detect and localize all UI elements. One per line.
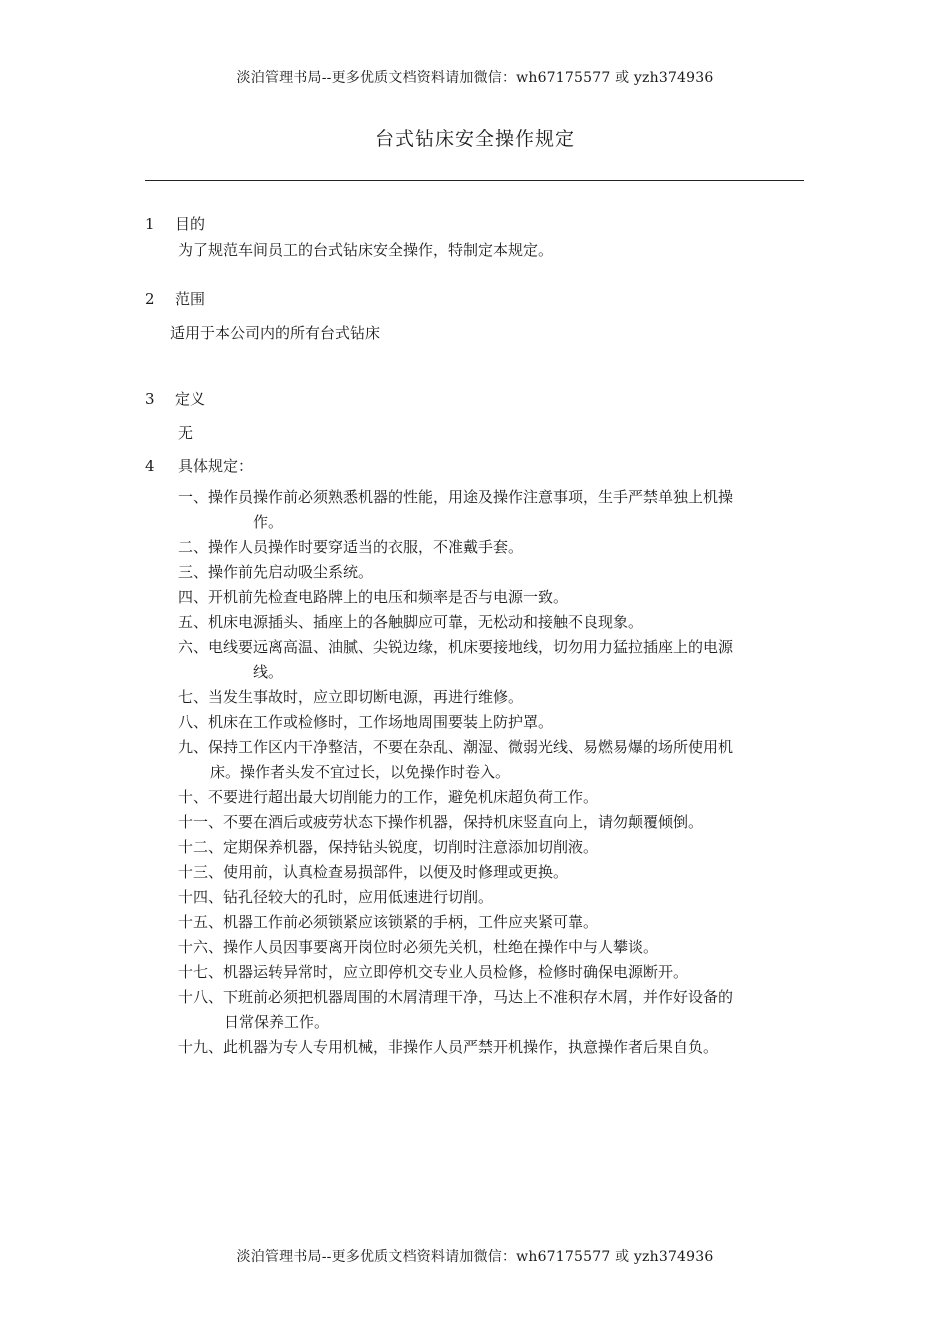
- list-item: [178, 985, 806, 1035]
- item-text: 操作员操作前必须熟悉机器的性能，用途及操作注意事项，生手严禁单独上机操: [208, 488, 734, 506]
- document-title: 台式钻床安全操作规定: [374, 128, 575, 150]
- item-text: 操作人员因事要离开岗位时必须先关机，杜绝在操作中与人攀谈。: [223, 938, 659, 956]
- list-item: [178, 960, 806, 985]
- item-label: 二、: [178, 538, 209, 556]
- item-label: 十一、: [178, 813, 224, 831]
- item-text: 当发生事故时，应立即切断电源，再进行维修。: [208, 688, 524, 706]
- section-title: 定义: [175, 390, 206, 408]
- item-label: 十七、: [178, 963, 224, 981]
- section-1-heading: [145, 213, 205, 234]
- rules-list: [178, 485, 806, 1060]
- section-3-text: 无: [178, 424, 194, 442]
- item-text: 保持工作区内干净整洁，不要在杂乱、潮湿、微弱光线、易燃易爆的场所使用机: [208, 738, 734, 756]
- item-label: 十三、: [178, 863, 224, 881]
- section-title: 目的: [175, 215, 206, 233]
- list-item: [178, 735, 806, 785]
- item-label: 十八、: [178, 988, 224, 1006]
- item-text: 不要在酒后或疲劳状态下操作机器，保持机床竖直向上，请勿颠覆倾倒。: [223, 813, 704, 831]
- section-title: 范围: [175, 290, 206, 308]
- item-text: 开机前先检查电路牌上的电压和频率是否与电源一致。: [208, 588, 569, 606]
- list-item: [178, 585, 806, 610]
- item-text: 机器工作前必须锁紧应该锁紧的手柄，工件应夹紧可靠。: [223, 913, 599, 931]
- section-number: 4: [145, 457, 155, 475]
- item-text: 钻孔径较大的孔时，应用低速进行切削。: [223, 888, 494, 906]
- item-label: 八、: [178, 713, 209, 731]
- item-text: 电线要远离高温、油腻、尖锐边缘，机床要接地线，切勿用力猛拉插座上的电源: [208, 638, 734, 656]
- item-text: 此机器为专人专用机械，非操作人员严禁开机操作，执意操作者后果自负。: [223, 1038, 719, 1056]
- item-text: 不要进行超出最大切削能力的工作，避免机床超负荷工作。: [208, 788, 599, 806]
- list-item: [178, 535, 806, 560]
- section-number: 3: [145, 390, 155, 408]
- item-text: 下班前必须把机器周围的木屑清理干净，马达上不准积存木屑，并作好设备的: [223, 988, 734, 1006]
- section-number: 1: [145, 215, 155, 233]
- item-label: 十二、: [178, 838, 224, 856]
- list-item: [178, 910, 806, 935]
- section-2-text: 适用于本公司内的所有台式钻床: [170, 324, 381, 342]
- list-item: [178, 885, 806, 910]
- list-item: [178, 835, 806, 860]
- list-item: [178, 860, 806, 885]
- item-label: 十四、: [178, 888, 224, 906]
- section-2-heading: [145, 288, 205, 309]
- list-item: [178, 785, 806, 810]
- section-number: 2: [145, 290, 155, 308]
- item-label: 六、: [178, 638, 209, 656]
- title-divider: [145, 180, 804, 181]
- item-label: 九、: [178, 738, 209, 756]
- section-4-heading: [145, 455, 253, 476]
- item-label: 五、: [178, 613, 209, 631]
- list-item: [178, 560, 806, 585]
- page-header: 淡泊管理书局--更多优质文档资料请加微信：wh67175577 或 yzh374936: [236, 70, 714, 86]
- list-item: [178, 1035, 806, 1060]
- item-label: 七、: [178, 688, 209, 706]
- item-continuation: 日常保养工作。: [224, 1013, 330, 1031]
- section-1-text: 为了规范车间员工的台式钻床安全操作，特制定本规定。: [178, 241, 554, 259]
- item-text: 机床在工作或检修时，工作场地周围要装上防护罩。: [208, 713, 554, 731]
- item-text: 操作前先启动吸尘系统。: [208, 563, 374, 581]
- item-label: 十六、: [178, 938, 224, 956]
- item-label: 四、: [178, 588, 209, 606]
- item-text: 使用前，认真检查易损部件，以便及时修理或更换。: [223, 863, 569, 881]
- item-continuation: 作。: [253, 513, 284, 531]
- section-3-heading: [145, 388, 205, 409]
- list-item: [178, 810, 806, 835]
- item-continuation: 床。操作者头发不宜过长，以免操作时卷入。: [210, 763, 511, 781]
- item-label: 十、: [178, 788, 209, 806]
- item-text: 操作人员操作时要穿适当的衣服，不准戴手套。: [208, 538, 524, 556]
- item-text: 机器运转异常时，应立即停机交专业人员检修，检修时确保电源断开。: [223, 963, 689, 981]
- item-label: 十九、: [178, 1038, 224, 1056]
- item-text: 定期保养机器，保持钻头锐度，切削时注意添加切削液。: [223, 838, 599, 856]
- item-label: 十五、: [178, 913, 224, 931]
- list-item: [178, 610, 806, 635]
- list-item: [178, 685, 806, 710]
- list-item: [178, 935, 806, 960]
- item-text: 机床电源插头、插座上的各触脚应可靠，无松动和接触不良现象。: [208, 613, 644, 631]
- list-item: [178, 485, 806, 535]
- item-continuation: 线。: [253, 663, 284, 681]
- item-label: 一、: [178, 488, 209, 506]
- page-footer: 淡泊管理书局--更多优质文档资料请加微信：wh67175577 或 yzh374936: [236, 1249, 714, 1265]
- list-item: [178, 635, 806, 685]
- item-label: 三、: [178, 563, 209, 581]
- list-item: [178, 710, 806, 735]
- section-title: 具体规定：: [178, 457, 254, 475]
